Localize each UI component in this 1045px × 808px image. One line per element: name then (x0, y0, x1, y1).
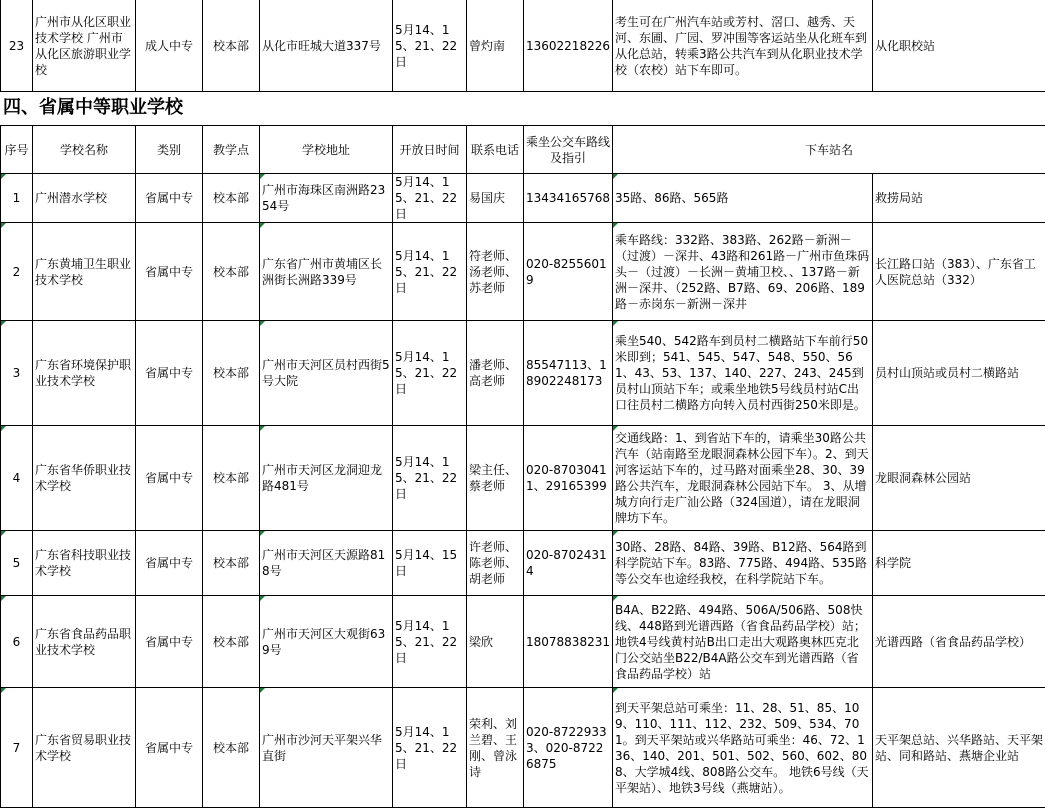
cell-stop: 从化职校站 (873, 0, 1045, 92)
cell-address: 广州市天河区员村西街5号大院 (260, 321, 393, 426)
cell-bus: B4A、B22路、494路、506A/506路、508快线、448路到光谱西路（省食品药品学校）站；地铁4号线黄村站B出口走出大观路奥林匹克北门公交站坐B22/B4A路公交车到光谱西路（省食品药品学校）站 (613, 596, 873, 688)
cell-stop: 龙眼洞森林公园站 (873, 426, 1045, 531)
cell-school-name: 广东省贸易职业技术学校 (33, 688, 136, 808)
cell-category: 省属中专 (136, 688, 203, 808)
cell-phone: 020-87030411、29165399 (524, 426, 613, 531)
header-stop: 下车站名 (613, 126, 1045, 174)
cell-stop: 长江路口站（383）、广东省工人医院总站（332） (873, 223, 1045, 321)
cell-school-name: 广东省食品药品职业技术学校 (33, 596, 136, 688)
cell-campus: 校本部 (203, 0, 260, 92)
cell-campus: 校本部 (203, 321, 260, 426)
section-title: 四、省属中等职业学校 (0, 91, 1045, 125)
cell-contact: 曾灼南 (467, 0, 524, 92)
cell-phone: 020-82556019 (524, 223, 613, 321)
header-campus: 教学点 (203, 126, 260, 174)
header-category: 类别 (136, 126, 203, 174)
cell-stop: 科学院 (873, 531, 1045, 596)
cell-no: 3 (1, 321, 33, 426)
cell-school-name: 广东省环境保护职业技术学校 (33, 321, 136, 426)
cell-stop: 员村山顶站或员村二横路站 (873, 321, 1045, 426)
cell-school-name: 广东省科技职业技术学校 (33, 531, 136, 596)
table-row (1, 0, 1045, 92)
cell-contact: 荣利、刘兰碧、王刚、曾泳诗 (467, 688, 524, 808)
cell-phone: 020-87229333、020-87226875 (524, 688, 613, 808)
cell-category: 省属中专 (136, 596, 203, 688)
table-row (1, 596, 1045, 688)
cell-bus: 交通线路：1、到省站下车的，请乘坐30路公共汽车（站南路至龙眼洞森林公园下车）。2、到天河客运站下车的，过马路对面乘坐28、30、39路公共汽车，龙眼洞森林公园站下车。 3、从增城方向行走广汕公路（324国道），请在龙眼洞牌坊下车。 (613, 426, 873, 531)
cell-bus: 乘坐540、542路车到员村二横路站下车前行50米即到；541、545、547、548、550、561、43、53、137、140、227、243、245到员村山顶站下车；或乘坐地铁5号线员村站C出口往员村二横路方向转入员村西街250米即是。 (613, 321, 873, 426)
header-bus: 乘坐公交车路线及指引 (524, 126, 613, 174)
cell-school-name: 广东黄埔卫生职业技术学校 (33, 223, 136, 321)
cell-dates: 5月14、15、21、22日 (393, 0, 467, 92)
cell-phone: 020-87024314 (524, 531, 613, 596)
cell-phone: 13602218226 (524, 0, 613, 92)
cell-address: 广东省广州市黄埔区长洲街长洲路339号 (260, 223, 393, 321)
cell-category: 省属中专 (136, 426, 203, 531)
cell-campus: 校本部 (203, 688, 260, 808)
cell-stop: 天平架总站、兴华路站、天平架站、同和路站、燕塘企业站 (873, 688, 1045, 808)
table-row (1, 426, 1045, 531)
cell-phone: 18078838231 (524, 596, 613, 688)
cell-address: 从化市旺城大道337号 (260, 0, 393, 92)
cell-category: 成人中专 (136, 0, 203, 92)
table-row (1, 174, 1045, 223)
cell-stop: 光谱西路（省食品药品学校） (873, 596, 1045, 688)
cell-phone: 13434165768 (524, 174, 613, 223)
cell-school-name: 广东省华侨职业技术学校 (33, 426, 136, 531)
cell-bus: 到天平架总站可乘坐：11、28、51、85、109、110、111、112、232、509、534、701。到天平架站或兴华路站可乘坐：46、72、136、140、201、501、502、560、602、808、大学城4线、808路公交车。 地铁6号线（天平架站）、地铁3号线（燕塘站）。 (613, 688, 873, 808)
cell-contact: 梁主任、蔡老师 (467, 426, 524, 531)
cell-campus: 校本部 (203, 531, 260, 596)
cell-campus: 校本部 (203, 426, 260, 531)
previous-section-table (0, 0, 1045, 92)
cell-stop: 救捞局站 (873, 174, 1045, 223)
cell-no: 1 (1, 174, 33, 223)
cell-address: 广州市天河区大观街639号 (260, 596, 393, 688)
header-contact: 联系电话 (467, 126, 524, 174)
header-dates: 开放日时间 (393, 126, 467, 174)
cell-dates: 5月14、15日 (393, 531, 467, 596)
school-table (0, 125, 1045, 808)
cell-phone: 85547113、18902248173 (524, 321, 613, 426)
cell-bus: 30路、28路、84路、39路、B12路、564路到科学院站下车。83路、775路、494路、535路等公交车也途经我校，在科学院站下车。 (613, 531, 873, 596)
cell-no: 2 (1, 223, 33, 321)
cell-category: 省属中专 (136, 531, 203, 596)
table-row (1, 688, 1045, 808)
cell-category: 省属中专 (136, 321, 203, 426)
header-name: 学校名称 (33, 126, 136, 174)
cell-contact: 许老师、陈老师、胡老师 (467, 531, 524, 596)
cell-school-name: 广州潜水学校 (33, 174, 136, 223)
cell-address: 广州市天河区龙洞迎龙路481号 (260, 426, 393, 531)
cell-dates: 5月14、15、21、22日 (393, 426, 467, 531)
table-row (1, 531, 1045, 596)
header-address: 学校地址 (260, 126, 393, 174)
cell-school-name: 广州市从化区职业技术学校 广州市从化区旅游职业学校 (33, 0, 136, 92)
table-row (1, 223, 1045, 321)
cell-no: 5 (1, 531, 33, 596)
cell-no: 6 (1, 596, 33, 688)
cell-campus: 校本部 (203, 596, 260, 688)
cell-contact: 符老师、汤老师、苏老师 (467, 223, 524, 321)
cell-campus: 校本部 (203, 174, 260, 223)
cell-bus: 乘车路线：332路、383路、262路－新洲－（过渡）－深井、43路和261路－广州市鱼珠码头－（过渡）－长洲－黄埔卫校、、137路－新洲－深井、（252路、B7路、69、206路、189路－赤岗东－新洲－深井 (613, 223, 873, 321)
cell-dates: 5月14、15、21、22日 (393, 596, 467, 688)
cell-category: 省属中专 (136, 174, 203, 223)
cell-no: 23 (1, 0, 33, 92)
cell-contact: 易国庆 (467, 174, 524, 223)
cell-no: 7 (1, 688, 33, 808)
cell-dates: 5月14、15、21、22日 (393, 223, 467, 321)
cell-no: 4 (1, 426, 33, 531)
cell-dates: 5月14、15、21、22日 (393, 174, 467, 223)
cell-bus: 35路、86路、565路 (613, 174, 873, 223)
cell-address: 广州市天河区天源路818号 (260, 531, 393, 596)
cell-address: 广州市沙河天平架兴华直街 (260, 688, 393, 808)
table-body (1, 174, 1045, 808)
table-row (1, 321, 1045, 426)
header-row (1, 126, 1045, 174)
cell-category: 省属中专 (136, 223, 203, 321)
cell-campus: 校本部 (203, 223, 260, 321)
header-no: 序号 (1, 126, 33, 174)
cell-dates: 5月14、15、21、22日 (393, 688, 467, 808)
cell-address: 广州市海珠区南洲路2354号 (260, 174, 393, 223)
cell-bus: 考生可在广州汽车站或芳村、滘口、越秀、天河、东圃、广园、罗冲围等客运站坐从化班车到从化总站，转乘3路公共汽车到从化职业技术学校（农校）站下车即可。 (613, 0, 873, 92)
cell-contact: 梁欣 (467, 596, 524, 688)
cell-contact: 潘老师、高老师 (467, 321, 524, 426)
cell-dates: 5月14、15、21、22日 (393, 321, 467, 426)
